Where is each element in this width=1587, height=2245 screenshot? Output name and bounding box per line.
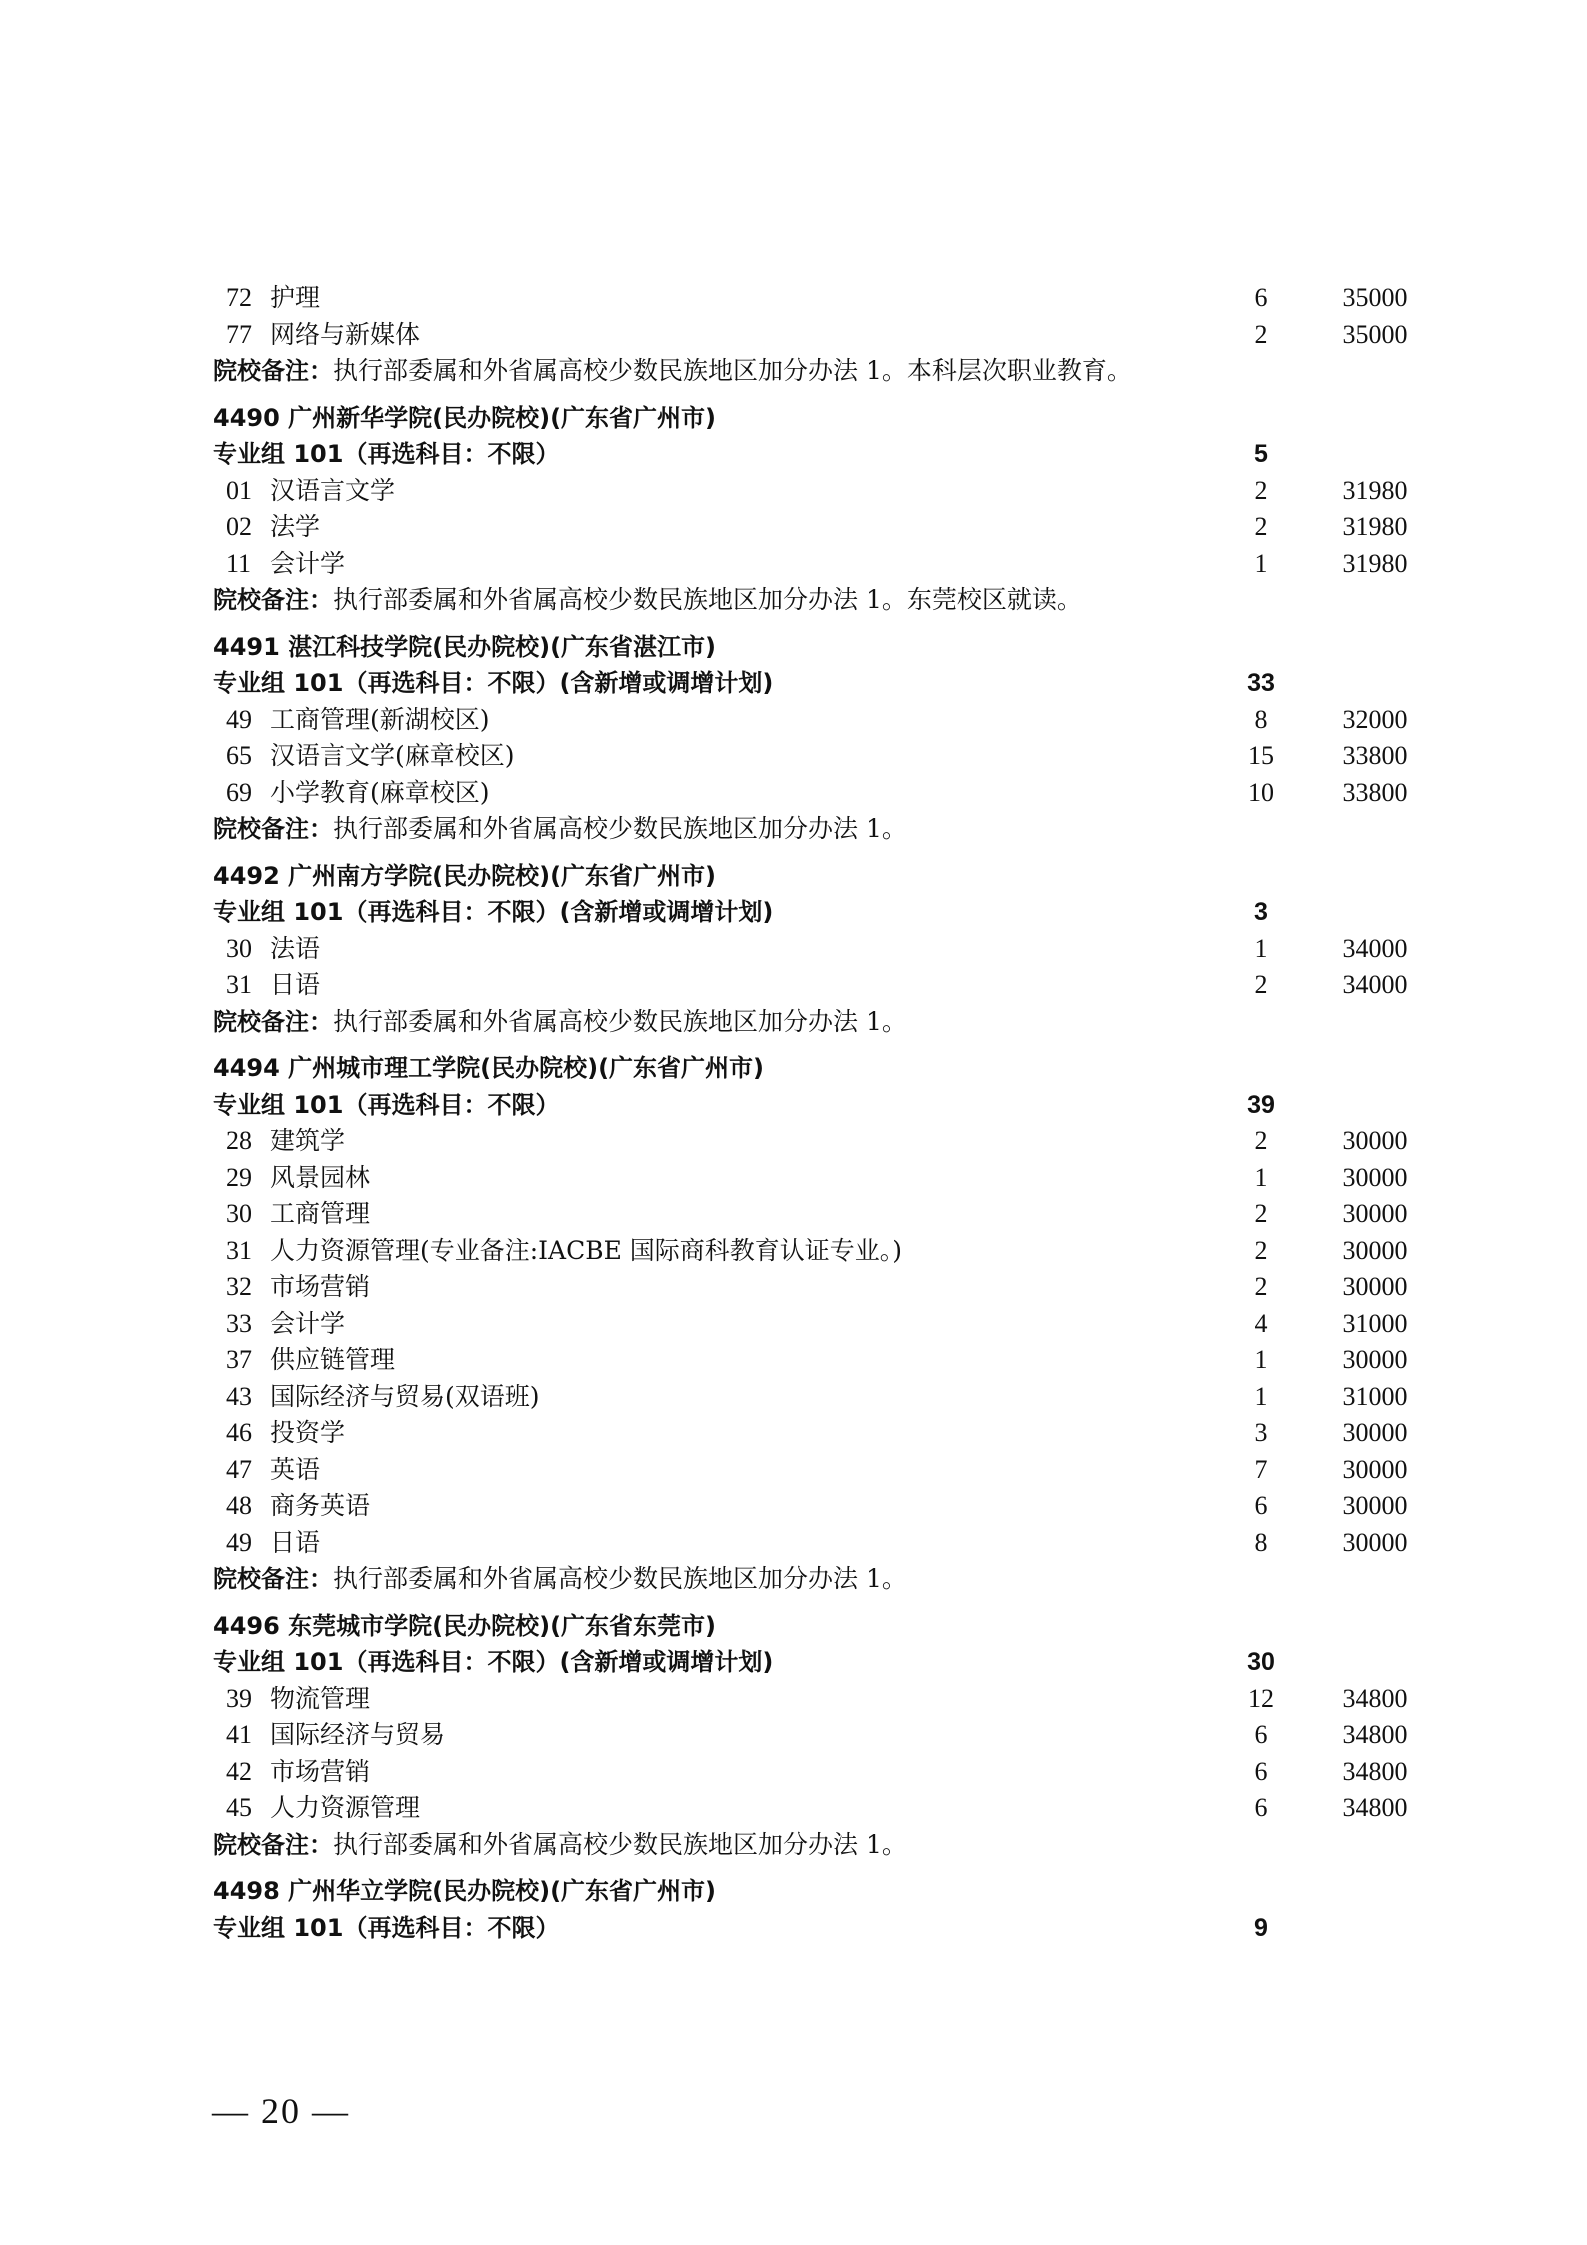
major-row [0, 775, 1587, 812]
note-text: 执行部委属和外省属高校少数民族地区加分办法 1。 [333, 814, 907, 843]
major-name: 工商管理(新湖校区) [270, 704, 490, 734]
major-fee: 30000 [1342, 1162, 1408, 1192]
major-fee: 34000 [1342, 970, 1408, 999]
institution-title: 4498 广州华立学院(民办院校)(广东省广州市) [213, 1877, 717, 1905]
group-count: 39 [1247, 1090, 1275, 1119]
major-fee: 35000 [1342, 283, 1408, 312]
major-name: 市场营销 [270, 1272, 371, 1301]
major-fee: 30000 [1342, 1527, 1408, 1557]
major-code: 72 [226, 283, 252, 312]
major-group-row [0, 894, 1587, 931]
major-code: 11 [226, 548, 252, 578]
major-fee: 32000 [1342, 704, 1408, 734]
major-name: 法语 [270, 933, 321, 963]
major-fee: 30000 [1342, 1199, 1408, 1228]
major-count: 2 [1254, 1235, 1268, 1265]
major-code: 28 [226, 1126, 252, 1155]
major-row [0, 931, 1587, 968]
note-label: 院校备注： [213, 357, 333, 385]
institution-title: 4494 广州城市理工学院(民办院校)(广东省广州市) [213, 1054, 765, 1082]
major-fee: 31980 [1342, 512, 1408, 541]
major-name: 人力资源管理 [270, 1793, 421, 1822]
major-fee: 33800 [1342, 777, 1408, 807]
institution-note [0, 353, 1587, 390]
major-name: 日语 [270, 1527, 321, 1557]
major-count: 2 [1254, 1199, 1268, 1228]
major-name: 国际经济与贸易(双语班) [270, 1381, 540, 1411]
institution-note [0, 811, 1587, 848]
major-count: 1 [1254, 933, 1268, 963]
major-name: 物流管理 [270, 1683, 371, 1713]
note-text: 执行部委属和外省属高校少数民族地区加分办法 1。 [333, 1829, 907, 1859]
major-fee: 30000 [1342, 1454, 1408, 1484]
institution-title: 4492 广州南方学院(民办院校)(广东省广州市) [213, 861, 717, 890]
major-code: 42 [226, 1756, 252, 1786]
major-name: 会计学 [270, 548, 346, 578]
document-body [0, 280, 1587, 1946]
note-text: 执行部委属和外省属高校少数民族地区加分办法 1。东莞校区就读。 [333, 585, 1082, 614]
major-count: 8 [1254, 704, 1268, 734]
major-count: 8 [1254, 1527, 1268, 1557]
major-code: 31 [226, 1235, 252, 1265]
institution-title: 4490 广州新华学院(民办院校)(广东省广州市) [213, 403, 717, 432]
major-row [0, 1306, 1587, 1343]
major-code: 77 [226, 319, 252, 349]
group-count: 5 [1254, 440, 1268, 468]
major-code: 30 [226, 1199, 252, 1228]
major-row [0, 1342, 1587, 1379]
major-code: 47 [226, 1454, 252, 1484]
major-name: 汉语言文学(麻章校区) [270, 741, 515, 770]
major-fee: 31000 [1342, 1308, 1408, 1338]
major-code: 02 [226, 512, 252, 541]
major-group-row [0, 1910, 1587, 1947]
major-fee: 31000 [1342, 1381, 1408, 1411]
major-fee: 34800 [1342, 1756, 1408, 1786]
note-label: 院校备注： [213, 1007, 333, 1036]
major-count: 1 [1254, 1162, 1268, 1192]
major-name: 建筑学 [270, 1126, 346, 1155]
major-code: 29 [226, 1162, 252, 1192]
major-fee: 34800 [1342, 1683, 1408, 1713]
major-count: 2 [1254, 319, 1268, 349]
major-count: 2 [1254, 1126, 1268, 1155]
group-label: 专业组 101（再选科目：不限）(含新增或调增计划) [213, 898, 774, 926]
major-count: 6 [1254, 1793, 1268, 1822]
major-count: 6 [1254, 1491, 1268, 1520]
major-row [0, 1269, 1587, 1306]
note-text: 执行部委属和外省属高校少数民族地区加分办法 1。 [333, 1564, 907, 1593]
major-name: 商务英语 [270, 1491, 371, 1520]
major-row [0, 473, 1587, 510]
major-code: 31 [226, 970, 252, 999]
major-code: 41 [226, 1720, 252, 1749]
institution-note [0, 1827, 1587, 1864]
note-label: 院校备注： [213, 586, 333, 614]
major-row [0, 317, 1587, 354]
major-row [0, 1452, 1587, 1489]
major-count: 4 [1254, 1308, 1268, 1338]
group-label: 专业组 101（再选科目：不限） [213, 1913, 560, 1942]
major-name: 会计学 [270, 1308, 346, 1338]
major-name: 供应链管理 [270, 1345, 396, 1374]
major-code: 01 [226, 475, 252, 505]
major-count: 1 [1254, 548, 1268, 578]
note-text: 执行部委属和外省属高校少数民族地区加分办法 1。 [333, 1006, 907, 1036]
major-code: 39 [226, 1683, 252, 1713]
major-fee: 30000 [1342, 1235, 1408, 1265]
major-row [0, 1717, 1587, 1754]
major-name: 小学教育(麻章校区) [270, 777, 490, 807]
major-fee: 30000 [1342, 1491, 1408, 1520]
major-row [0, 1160, 1587, 1197]
group-label: 专业组 101（再选科目：不限）(含新增或调增计划) [213, 1648, 774, 1676]
group-count: 30 [1247, 1648, 1275, 1676]
major-code: 32 [226, 1272, 252, 1301]
major-code: 33 [226, 1308, 252, 1338]
major-code: 49 [226, 704, 252, 734]
major-row [0, 1681, 1587, 1718]
group-label: 专业组 101（再选科目：不限）(含新增或调增计划) [213, 669, 774, 697]
note-text: 执行部委属和外省属高校少数民族地区加分办法 1。本科层次职业教育。 [333, 356, 1132, 385]
major-row [0, 1379, 1587, 1416]
major-count: 15 [1248, 741, 1274, 770]
major-fee: 34800 [1342, 1793, 1408, 1822]
institution-title: 4496 东莞城市学院(民办院校)(广东省东莞市) [213, 1611, 717, 1640]
major-fee: 30000 [1342, 1126, 1408, 1155]
major-name: 汉语言文学 [270, 475, 396, 505]
institution-note [0, 1561, 1587, 1598]
major-code: 45 [226, 1793, 252, 1822]
major-name: 护理 [270, 283, 321, 312]
major-row [0, 1233, 1587, 1270]
major-name: 国际经济与贸易 [270, 1720, 446, 1749]
group-label: 专业组 101（再选科目：不限） [213, 1090, 560, 1119]
major-row [0, 280, 1587, 317]
major-row [0, 546, 1587, 583]
institution-note [0, 1004, 1587, 1041]
major-row [0, 1415, 1587, 1452]
major-fee: 33800 [1342, 741, 1408, 770]
major-row [0, 702, 1587, 739]
major-fee: 35000 [1342, 319, 1408, 349]
major-row [0, 1123, 1587, 1160]
major-code: 46 [226, 1418, 252, 1447]
major-code: 43 [226, 1381, 252, 1411]
major-count: 1 [1254, 1345, 1268, 1374]
major-row [0, 1488, 1587, 1525]
major-count: 3 [1254, 1418, 1268, 1447]
major-count: 6 [1254, 1720, 1268, 1749]
major-count: 10 [1248, 777, 1274, 807]
major-fee: 34800 [1342, 1720, 1408, 1749]
group-count: 9 [1254, 1913, 1268, 1942]
major-code: 69 [226, 777, 252, 807]
major-name: 网络与新媒体 [270, 319, 421, 349]
major-count: 12 [1248, 1683, 1274, 1713]
institution-note [0, 582, 1587, 619]
major-row [0, 1790, 1587, 1827]
major-name: 日语 [270, 970, 321, 999]
page-number: — 20 — [212, 2091, 350, 2131]
major-fee: 34000 [1342, 933, 1408, 963]
group-count: 33 [1247, 669, 1275, 697]
major-count: 1 [1254, 1381, 1268, 1411]
major-row [0, 1754, 1587, 1791]
major-row [0, 738, 1587, 775]
major-row [0, 967, 1587, 1004]
major-row [0, 509, 1587, 546]
major-fee: 31980 [1342, 548, 1408, 578]
major-group-row [0, 1644, 1587, 1681]
group-label: 专业组 101（再选科目：不限） [213, 440, 560, 468]
major-fee: 30000 [1342, 1418, 1408, 1447]
note-label: 院校备注： [213, 815, 333, 843]
major-group-row [0, 436, 1587, 473]
major-fee: 30000 [1342, 1272, 1408, 1301]
major-name: 投资学 [270, 1418, 346, 1447]
major-row [0, 1196, 1587, 1233]
group-count: 3 [1254, 898, 1268, 926]
major-group-row [0, 1087, 1587, 1124]
major-count: 2 [1254, 512, 1268, 541]
major-fee: 31980 [1342, 475, 1408, 505]
major-count: 2 [1254, 1272, 1268, 1301]
major-group-row [0, 665, 1587, 702]
major-code: 37 [226, 1345, 252, 1374]
major-name: 风景园林 [270, 1162, 371, 1192]
major-count: 7 [1254, 1454, 1268, 1484]
major-name: 工商管理 [270, 1199, 371, 1228]
major-fee: 30000 [1342, 1345, 1408, 1374]
major-code: 48 [226, 1491, 252, 1520]
note-label: 院校备注： [213, 1565, 333, 1593]
major-name: 市场营销 [270, 1756, 371, 1786]
major-code: 30 [226, 933, 252, 963]
major-name: 英语 [270, 1454, 321, 1484]
major-count: 2 [1254, 475, 1268, 505]
major-name: 法学 [270, 512, 321, 541]
major-code: 65 [226, 741, 252, 770]
institution-title: 4491 湛江科技学院(民办院校)(广东省湛江市) [213, 632, 717, 661]
note-label: 院校备注： [213, 1830, 333, 1859]
major-row [0, 1525, 1587, 1562]
major-code: 49 [226, 1527, 252, 1557]
major-name: 人力资源管理(专业备注:IACBE 国际商科教育认证专业。) [270, 1235, 903, 1265]
major-count: 6 [1254, 283, 1268, 312]
major-count: 6 [1254, 1756, 1268, 1786]
major-count: 2 [1254, 970, 1268, 999]
